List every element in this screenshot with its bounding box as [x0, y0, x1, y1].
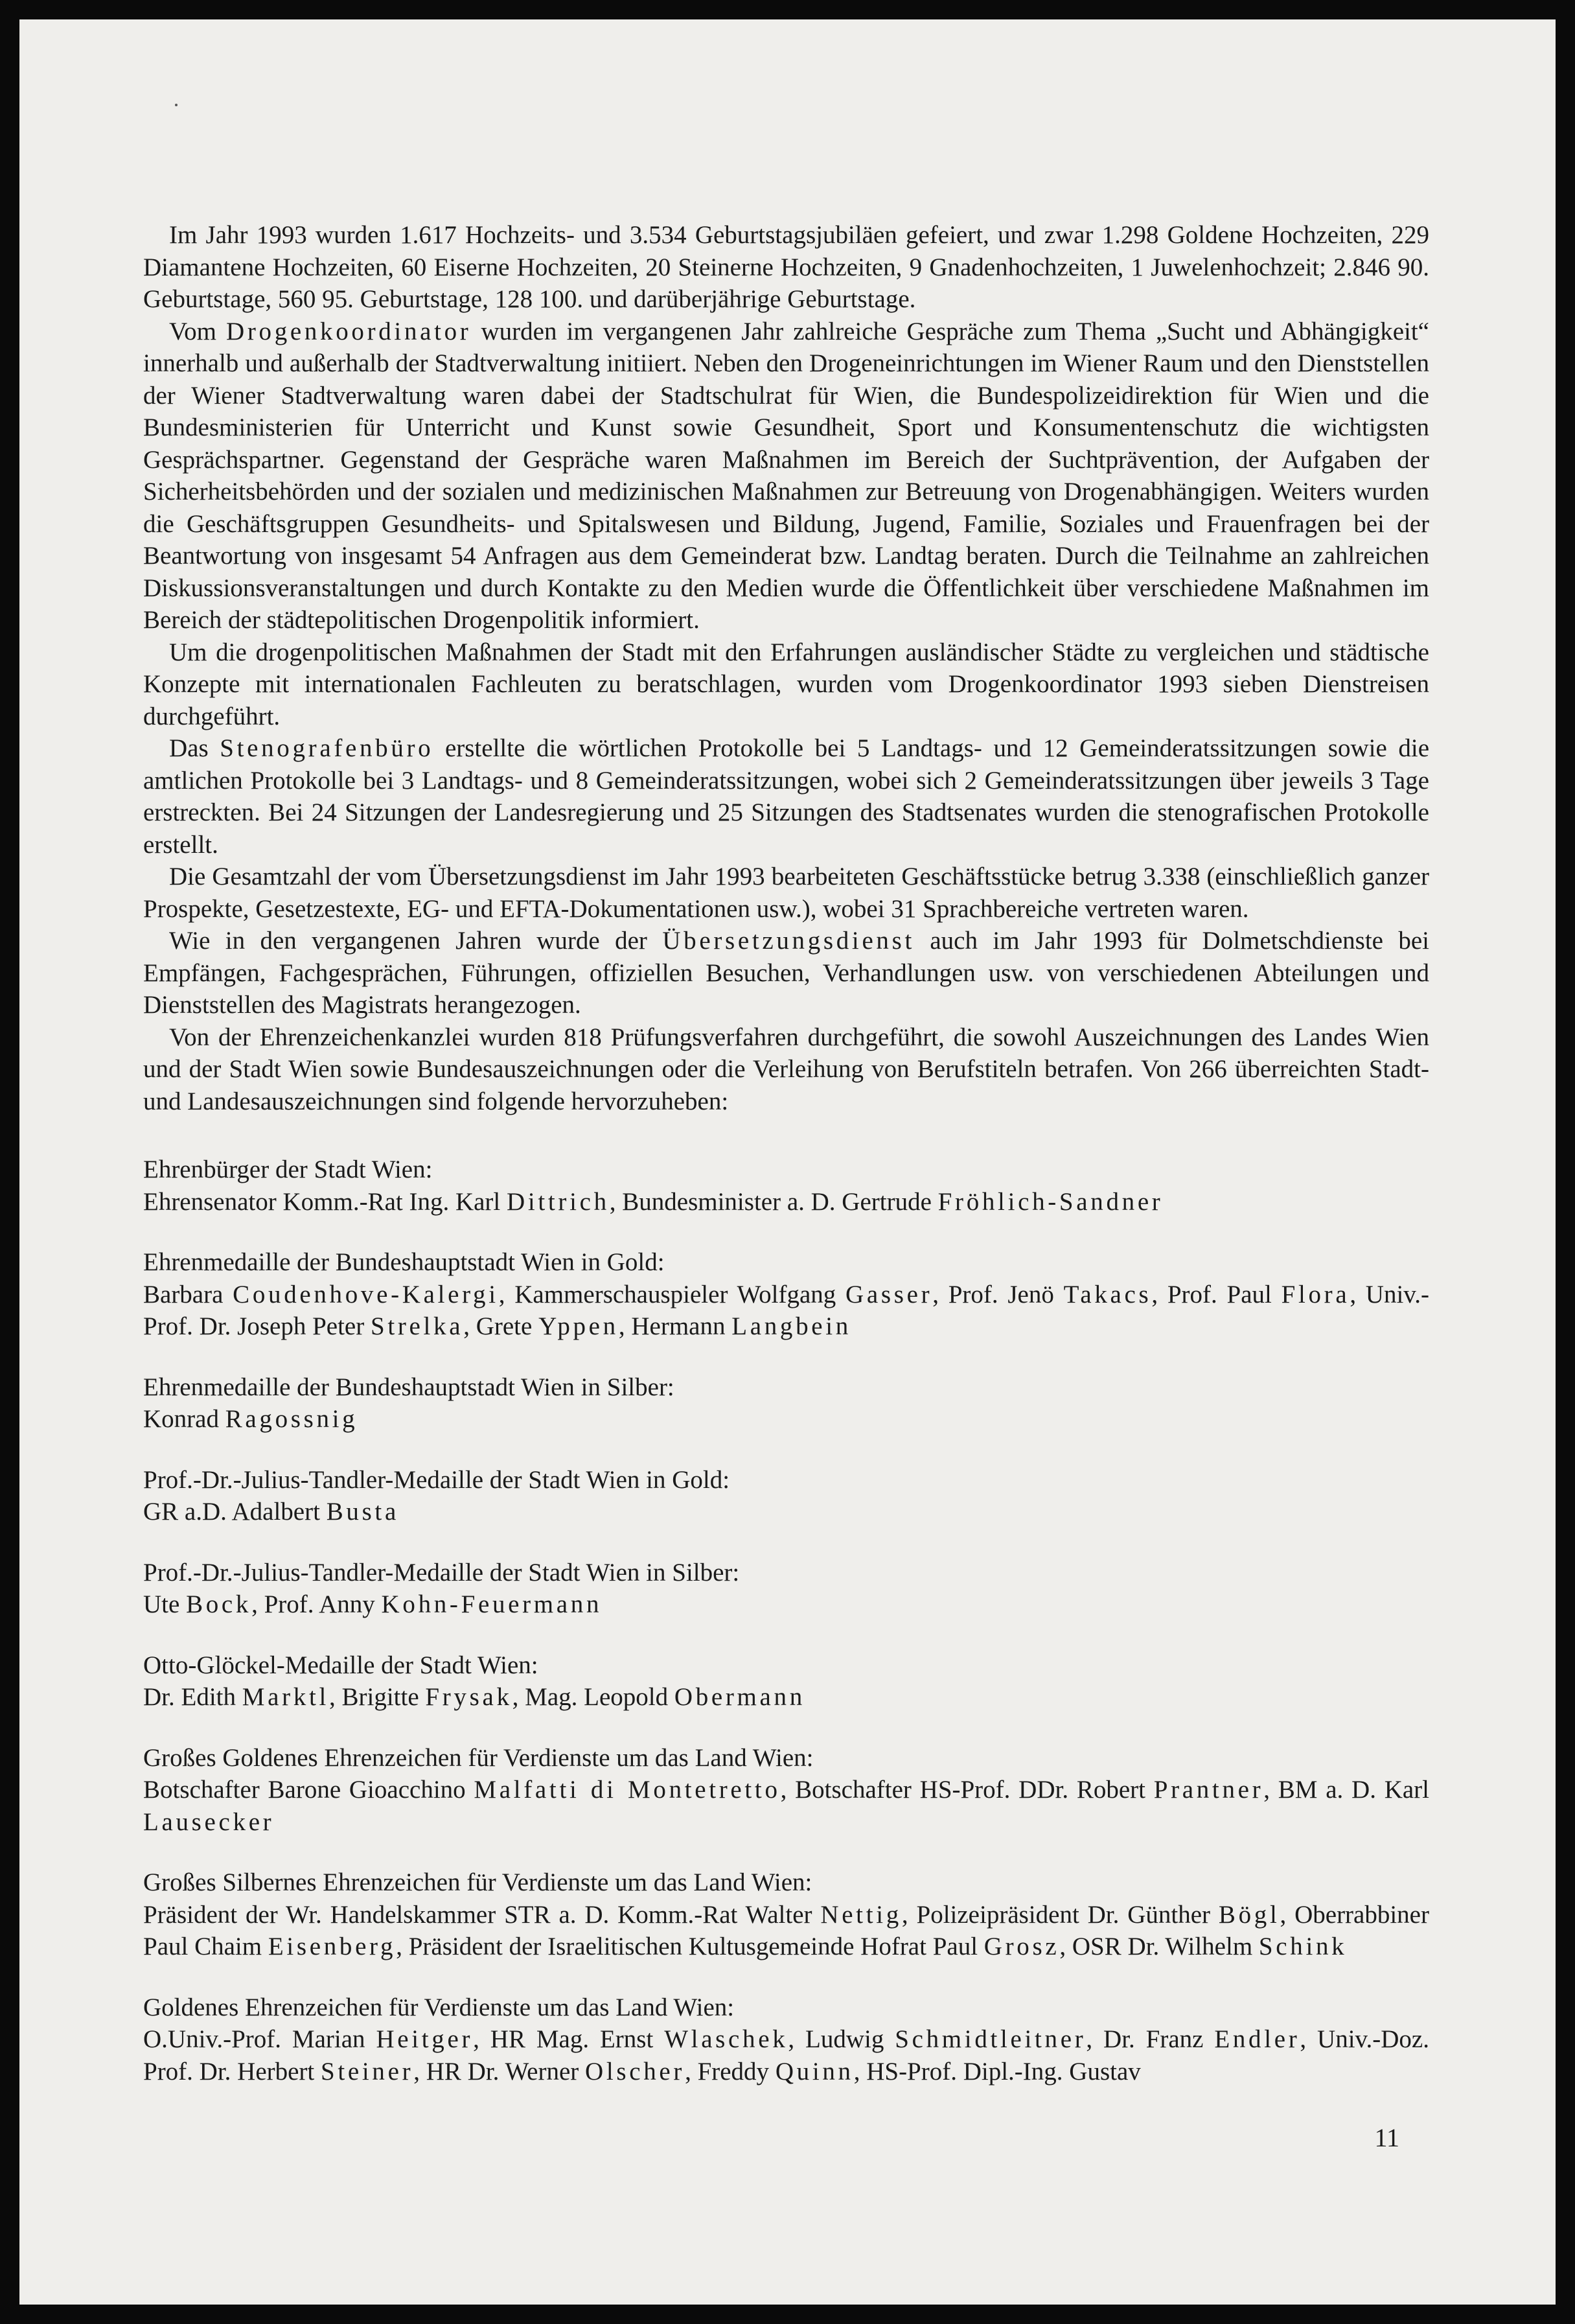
award-recipients [143, 1403, 1429, 1435]
text-segment: , HR Mag. Ernst [473, 2025, 665, 2053]
text-segment: GR a.D. Adalbert [143, 1498, 327, 1526]
award-recipients [143, 1774, 1429, 1838]
emphasized-name: Frysak [425, 1683, 512, 1711]
emphasized-name: Endler [1214, 2025, 1300, 2053]
emphasized-name: Wlaschek [664, 2025, 788, 2053]
text-segment: Barbara [143, 1280, 233, 1308]
honor-entry [143, 1371, 1429, 1435]
emphasized-name: Schink [1258, 1933, 1348, 1960]
emphasized-name: Marktl [242, 1683, 329, 1711]
text-segment: , BM a. D. Karl [1263, 1776, 1429, 1804]
text-segment: Präsident der Wr. Handelskammer STR a. D. Komm.-Rat Walter [143, 1900, 821, 1929]
emphasized-name: Prantner [1153, 1776, 1264, 1804]
award-title: Prof.-Dr.-Julius-Tandler-Medaille der Stadt Wien in Gold: [143, 1465, 730, 1494]
text-segment: Konrad [143, 1405, 225, 1433]
emphasized-name: Ragossnig [225, 1405, 358, 1433]
paragraph [143, 925, 1429, 1021]
emphasized-name: Lausecker [143, 1807, 275, 1836]
emphasized-name: Malfatti di Montetretto [474, 1776, 781, 1804]
honor-entry [143, 1246, 1429, 1343]
emphasized-name: Flora [1281, 1280, 1350, 1308]
award-recipients [143, 2023, 1429, 2087]
text-segment: , Ludwig [788, 2025, 895, 2053]
award-title: Ehrenmedaille der Bundeshauptstadt Wien in Gold: [143, 1248, 665, 1276]
text-segment: Von der Ehrenzeichenkanzlei wurden 818 Prüfungsverfahren durchgeführt, die sowohl Auszeichnungen des Landes Wien und der Stadt Wien sowie Bundesauszeichnungen oder die Verleihung von Berufstiteln betrafen. Von 266 überreichten Stadt- und Landesauszeichnungen sind folgende hervorzuheben: [143, 1023, 1429, 1115]
text-segment: , Präsident der Israelitischen Kultusgemeinde Hofrat Paul [396, 1933, 984, 1960]
text-segment: , Mag. Leopold [512, 1683, 674, 1711]
award-title: Großes Goldenes Ehrenzeichen für Verdienste um das Land Wien: [143, 1743, 814, 1772]
award-title: Goldenes Ehrenzeichen für Verdienste um das Land Wien: [143, 1993, 735, 2021]
text-segment: auch im Jahr 1993 für Dolmetschdienste bei Empfängen, Fachgesprächen, Führungen, offiziellen Besuchen, Verhandlungen usw. von verschiedenen Abteilungen und Dienststellen des Magistrats herangezogen. [143, 927, 1430, 1019]
emphasized-name: Stenografenbüro [220, 734, 434, 762]
text-segment: Ehrensenator Komm.-Rat Ing. Karl [143, 1187, 507, 1216]
text-segment: , Dr. Franz [1086, 2025, 1215, 2053]
paragraph [143, 636, 1429, 733]
emphasized-name: Schmidtleitner [895, 2025, 1086, 2053]
text-segment: , HS-Prof. Dipl.-Ing. Gustav [853, 2057, 1141, 2086]
paragraph [143, 732, 1429, 861]
paragraph [143, 1021, 1429, 1118]
award-recipients [143, 1899, 1429, 1963]
honor-entry [143, 1742, 1429, 1839]
text-segment: Das [169, 734, 220, 762]
text-segment: , Univ.-Prof. Dr. Joseph Peter [143, 1280, 1430, 1340]
emphasized-name: Dittrich [507, 1187, 610, 1216]
emphasized-name: Quinn [775, 2057, 854, 2086]
award-recipients [143, 1279, 1429, 1343]
text-segment: , HR Dr. Werner [413, 2057, 586, 2086]
text-segment: Die Gesamtzahl der vom Übersetzungsdienst im Jahr 1993 bearbeiteten Geschäftsstücke betrug 3.338 (einschließlich ganzer Prospekte, Gesetzestexte, EG- und EFTA-Dokumentationen usw.), wobei 31 Sprachbereiche vertreten waren. [143, 863, 1429, 923]
emphasized-name: Kohn-Feuermann [381, 1590, 603, 1618]
paragraph [143, 219, 1429, 316]
paragraph [143, 861, 1429, 925]
emphasized-name: Yppen [538, 1312, 619, 1340]
text-segment: , Oberrabbiner Paul Chaim [143, 1900, 1429, 1960]
award-recipients [143, 1588, 1429, 1621]
award-recipients [143, 1186, 1429, 1218]
text-segment: Im Jahr 1993 wurden 1.617 Hochzeits- und 3.534 Geburtstagsjubiläen gefeiert, und zwar 1.298 Goldene Hochzeiten, 229 Diamantene Hochzeiten, 60 Eiserne Hochzeiten, 20 Steinerne Hochzeiten, 9 Gnadenhochzeiten, 1 Juwelenhochzeit; 2.846 90. Geburtstage, 560 95. Geburtstage, 128 100. und darüberjährige Geburtstage. [143, 221, 1429, 313]
honor-entry [143, 1154, 1429, 1218]
emphasized-name: Gasser [845, 1280, 933, 1308]
emphasized-name: Übersetzungsdienst [662, 927, 915, 955]
emphasized-name: Bögl [1218, 1900, 1280, 1929]
honor-entry [143, 1866, 1429, 1963]
text-segment: Wie in den vergangenen Jahren wurde der [169, 927, 663, 955]
text-segment: Botschafter Barone Gioacchino [143, 1776, 474, 1804]
emphasized-name: Obermann [674, 1683, 805, 1711]
emphasized-name: Coudenhove-Kalergi [233, 1280, 499, 1308]
award-title: Otto-Glöckel-Medaille der Stadt Wien: [143, 1651, 538, 1679]
text-segment: , Brigitte [328, 1683, 426, 1711]
text-segment: Ute [143, 1590, 187, 1618]
text-segment: , Prof. Anny [251, 1590, 382, 1618]
text-segment: , Polizeipräsident Dr. Günther [901, 1900, 1219, 1929]
emphasized-name: Grosz [983, 1933, 1060, 1960]
honors-list [143, 1154, 1429, 2087]
page-content [143, 219, 1429, 2116]
emphasized-name: Langbein [731, 1312, 851, 1340]
honor-entry [143, 1557, 1429, 1621]
emphasized-name: Busta [326, 1498, 399, 1526]
honor-entry [143, 1649, 1429, 1714]
honor-entry [143, 1992, 1429, 2088]
text-segment: , Bundesminister a. D. Gertrude [609, 1187, 938, 1216]
text-segment: , Grete [463, 1312, 539, 1340]
paragraph [143, 316, 1429, 636]
scan-speck [175, 104, 178, 106]
emphasized-name: Strelka [370, 1312, 464, 1340]
emphasized-name: Heitger [376, 2025, 474, 2053]
award-recipients [143, 1681, 1429, 1714]
emphasized-name: Takacs [1063, 1280, 1152, 1308]
text-segment: Vom [169, 317, 226, 345]
emphasized-name: Bock [186, 1590, 252, 1618]
emphasized-name: Steiner [321, 2057, 414, 2086]
text-segment: Dr. Edith [143, 1683, 242, 1711]
text-segment: Um die drogenpolitischen Maßnahmen der Stadt mit den Erfahrungen ausländischer Städte zu vergleichen und städtische Konzepte mit internationalen Fachleuten zu beratschlagen, wurden vom Drogenkoordinator 1993 sieben Dienstreisen durchgeführt. [143, 638, 1429, 730]
text-segment: wurden im vergangenen Jahr zahlreiche Gespräche zum Thema „Sucht und Abhängigkeit“ innerhalb und außerhalb der Stadtverwaltung initiiert. Neben den Drogeneinrichtungen im Wiener Raum und den Dienststellen der Wiener Stadtverwaltung waren dabei der Stadtschulrat für Wien, die Bundespolizeidirektion für Wien und die Bundesministerien für Unterricht und Kunst sowie Gesundheit, Sport und Konsumentenschutz die wichtigsten Gesprächspartner. Gegenstand der Gespräche waren Maßnahmen im Bereich der Suchtprävention, der Aufgaben der Sicherheitsbehörden und der sozialen und medizinischen Maßnahmen zur Betreuung von Drogenabhängigen. Weiters wurden die Geschäftsgruppen Gesundheits- und Spitalswesen und Bildung, Jugend, Familie, Soziales und Frauenfragen bei der Beantwortung von insgesamt 54 Anfragen aus dem Gemeinderat bzw. Landtag beraten. Durch die Teilnahme an zahlreichen Diskussionsveranstaltungen und durch Kontakte zu den Medien wurde die Öffentlichkeit über verschiedene Maßnahmen im Bereich der städtepolitischen Drogenpolitik informiert. [143, 317, 1429, 634]
award-recipients [143, 1496, 1429, 1528]
body-text [143, 219, 1429, 1117]
text-segment: , Botschafter HS-Prof. DDr. Robert [780, 1776, 1154, 1804]
emphasized-name: Fröhlich-Sandner [937, 1187, 1164, 1216]
page-number: 11 [1374, 2123, 1399, 2152]
text-segment: , Univ.-Doz. Prof. Dr. Herbert [143, 2025, 1429, 2086]
award-title: Großes Silbernes Ehrenzeichen für Verdienste um das Land Wien: [143, 1868, 812, 1896]
text-segment: , Prof. Paul [1151, 1280, 1282, 1308]
text-segment: , OSR Dr. Wilhelm [1059, 1933, 1259, 1960]
text-segment: , Kammerschauspieler Wolfgang [498, 1280, 846, 1308]
emphasized-name: Olscher [585, 2057, 685, 2086]
emphasized-name: Eisenberg [268, 1933, 397, 1960]
text-segment: O.Univ.-Prof. Marian [143, 2025, 376, 2053]
award-title: Prof.-Dr.-Julius-Tandler-Medaille der Stadt Wien in Silber: [143, 1558, 740, 1586]
text-segment: , Freddy [685, 2057, 776, 2086]
emphasized-name: Nettig [820, 1900, 902, 1929]
award-title: Ehrenbürger der Stadt Wien: [143, 1156, 433, 1183]
document-page [19, 19, 1556, 2305]
honor-entry [143, 1464, 1429, 1528]
text-segment: erstellte die wörtlichen Protokolle bei 5 Landtags- und 12 Gemeinderatssitzungen sowie die amtlichen Protokolle bei 3 Landtags- und 8 Gemeinderatssitzungen, wobei sich 2 Gemeinderatssitzungen über jeweils 3 Tage erstreckten. Bei 24 Sitzungen der Landesregierung und 25 Sitzungen des Stadtsenates wurden die stenografischen Protokolle erstellt. [143, 734, 1430, 859]
text-segment: , Hermann [618, 1312, 732, 1340]
text-segment: , Prof. Jenö [932, 1280, 1064, 1308]
award-title: Ehrenmedaille der Bundeshauptstadt Wien in Silber: [143, 1373, 674, 1401]
emphasized-name: Drogenkoordinator [226, 317, 472, 345]
